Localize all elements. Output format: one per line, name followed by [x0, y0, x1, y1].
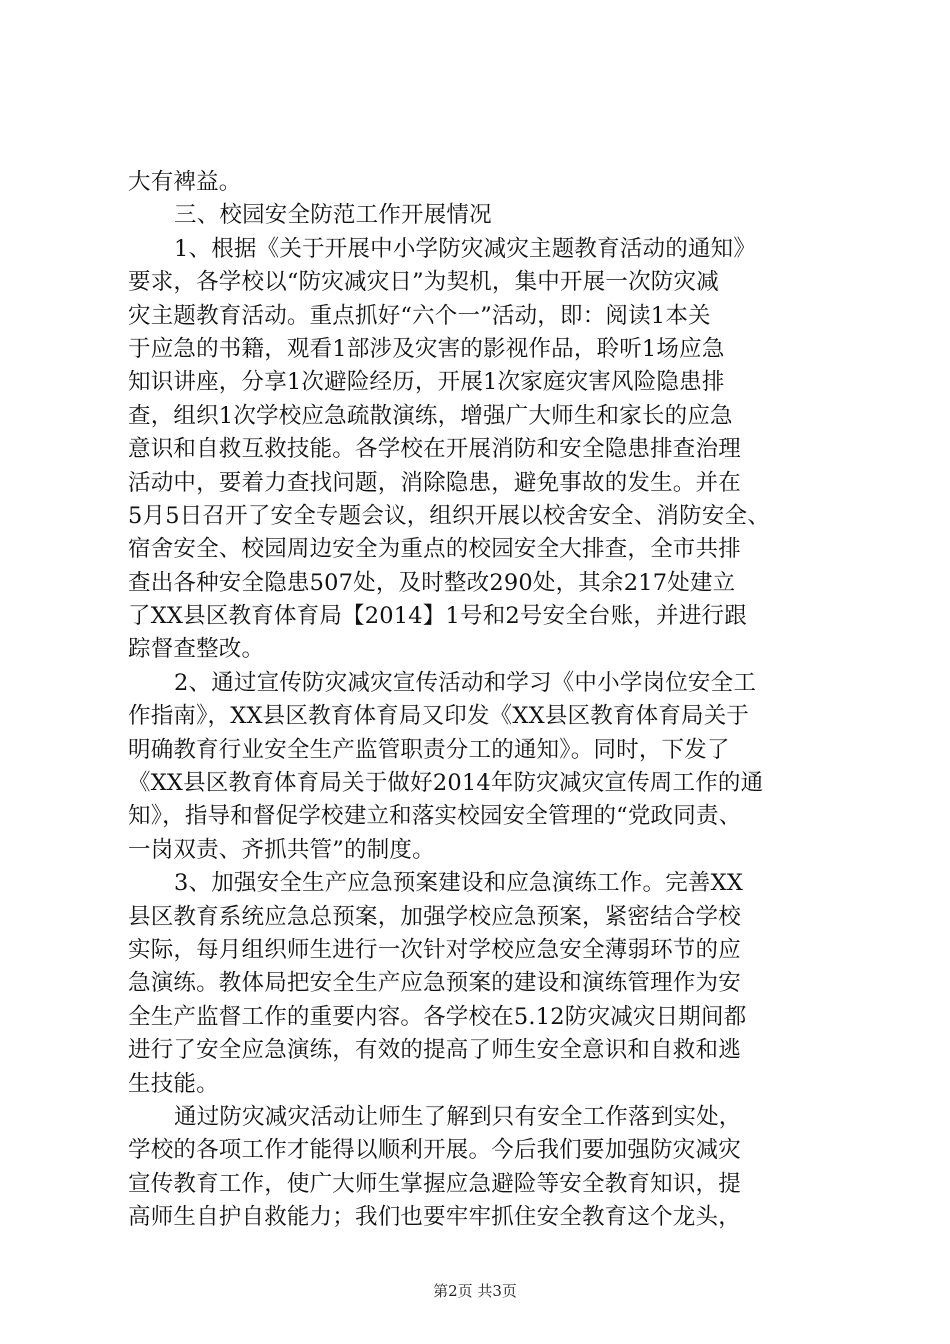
text-line: 查出各种安全隐患507处，及时整改290处，其余217处建立 [128, 569, 736, 596]
document-body [128, 166, 840, 1235]
text-line: 知》，指导和督促学校建立和落实校园安全管理的“党政同责、 [128, 803, 742, 830]
text-line: 生技能。 [128, 1070, 219, 1097]
text-line: 意识和自救互救技能。各学校在开展消防和安全隐患排查治理 [128, 436, 741, 463]
text-line: 学校的各项工作才能得以顺利开展。今后我们要加强防灾减灾 [128, 1137, 741, 1164]
text-line: 进行了安全应急演练，有效的提高了师生安全意识和自救和逃 [128, 1037, 741, 1064]
text-line: 5月5日召开了安全专题会议，组织开展以校舍安全、消防安全、 [128, 502, 770, 529]
page-footer: 第2页 共3页 [433, 1282, 517, 1300]
text-line: 查，组织1次学校应急疏散演练，增强广大师生和家长的应急 [128, 402, 733, 429]
text-line: 了XX县区教育体育局【2014】1号和2号安全台账，并进行跟 [128, 603, 747, 630]
text-line: 踪督查整改。 [128, 636, 265, 663]
text-line: 知识讲座，分享1次避险经历，开展1次家庭灾害风险隐患排 [128, 369, 725, 396]
text-line: 3、加强安全生产应急预案建设和应急演练工作。完善XX [174, 870, 744, 897]
text-line: 作指南》，XX县区教育体育局又印发《XX县区教育体育局关于 [128, 703, 750, 730]
text-line: 一岗双责、齐抓共管”的制度。 [128, 836, 435, 863]
text-line: 明确教育行业安全生产监管职责分工的通知》。同时，下发了 [128, 736, 730, 763]
text-line: 实际，每月组织师生进行一次针对学校应急安全薄弱环节的应 [128, 936, 741, 963]
text-line: 1、根据《关于开展中小学防灾减灾主题教育活动的通知》 [174, 235, 757, 262]
text-line: 急演练。教体局把安全生产应急预案的建设和演练管理作为安 [128, 970, 741, 997]
text-line: 高师生自护自救能力；我们也要牢牢抓住安全教育这个龙头， [128, 1204, 741, 1231]
text-line: 三、校园安全防范工作开展情况 [174, 202, 492, 229]
text-line: 活动中，要着力查找问题，消除隐患，避免事故的发生。并在 [128, 469, 741, 496]
text-line: 2、通过宣传防灾减灾宣传活动和学习《中小学岗位安全工 [174, 669, 757, 696]
text-line: 县区教育系统应急总预案，加强学校应急预案，紧密结合学校 [128, 903, 741, 930]
text-line: 《XX县区教育体育局关于做好2014年防灾减灾宣传周工作的通 [128, 770, 764, 797]
text-line: 大有裨益。 [128, 169, 242, 195]
text-line: 于应急的书籍，观看1部涉及灾害的影视作品，聆听1场应急 [128, 335, 725, 362]
text-line: 通过防灾减灾活动让师生了解到只有安全工作落到实处， [174, 1103, 742, 1130]
text-line: 要求，各学校以“防灾减灾日”为契机，集中开展一次防灾减 [128, 269, 719, 296]
text-line: 灾主题教育活动。重点抓好“六个一”活动，即：阅读1本关 [128, 302, 711, 329]
text-line: 宿舍安全、校园周边安全为重点的校园安全大排查，全市共排 [128, 536, 741, 563]
text-line: 宣传教育工作，使广大师生掌握应急避险等安全教育知识，提 [128, 1170, 741, 1197]
text-line: 全生产监督工作的重要内容。各学校在5.12防灾减灾日期间都 [128, 1003, 747, 1030]
